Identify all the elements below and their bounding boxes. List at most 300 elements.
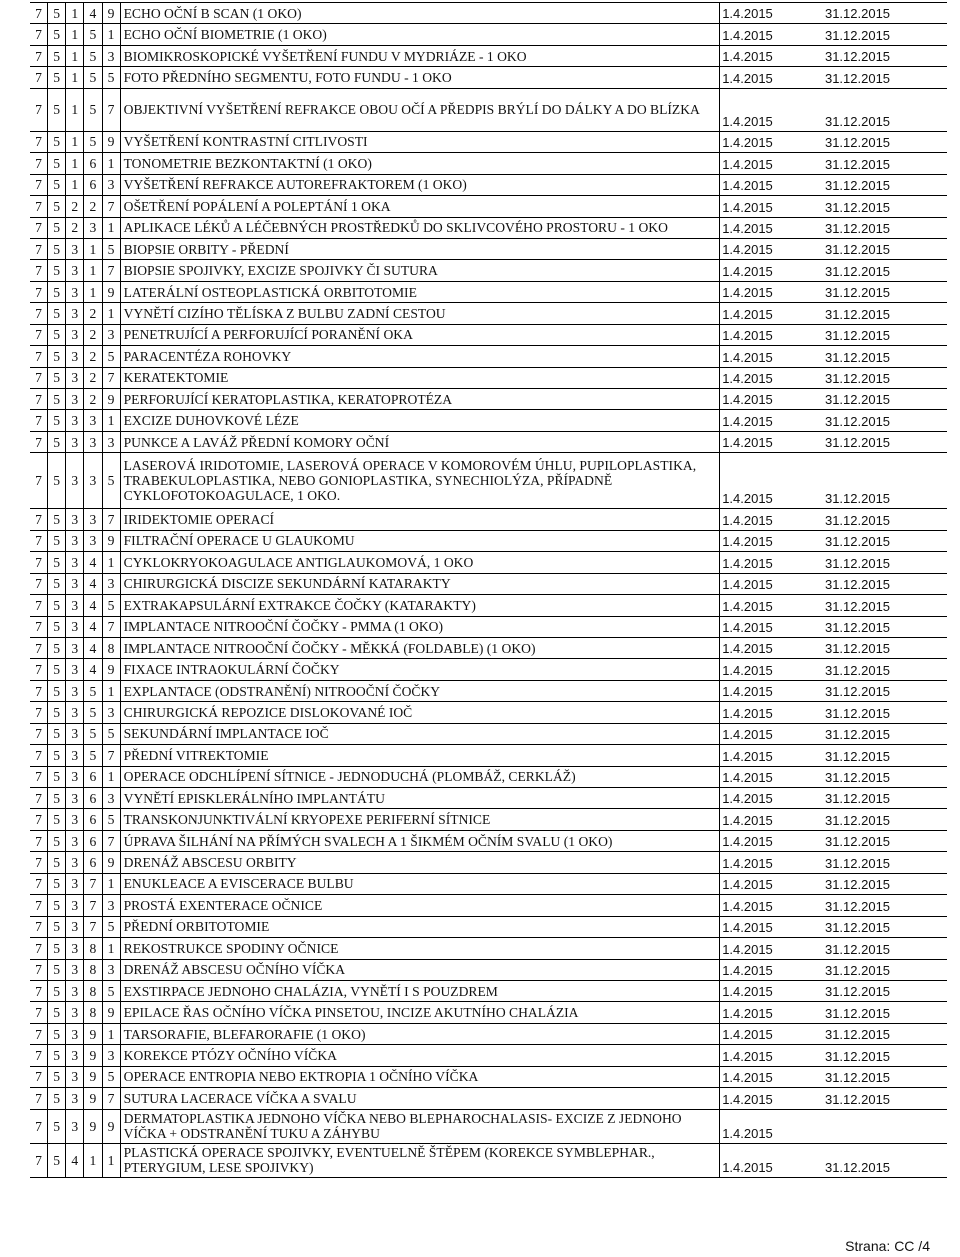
table-row [30, 1023, 947, 1044]
valid-to: 31.12.2015 [824, 920, 891, 936]
procedure-name: APLIKACE LÉKŮ A LÉČEBNÝCH PROSTŘEDKŮ DO SKLIVCOVÉHO PROSTORU - 1 OKO [120, 217, 720, 238]
valid-to: 31.12.2015 [824, 135, 891, 151]
code-digit: 7 [30, 680, 48, 701]
table-row [30, 217, 947, 238]
code-digit: 5 [48, 702, 66, 723]
code-digit: 3 [102, 174, 120, 195]
valid-to: 31.12.2015 [824, 306, 891, 322]
procedure-name: PARACENTÉZA ROHOVKY [120, 346, 720, 367]
table-row [30, 324, 947, 345]
code-digit: 9 [102, 659, 120, 680]
code-digit: 7 [30, 281, 48, 302]
code-digit: 7 [30, 174, 48, 195]
table-row [30, 573, 947, 594]
code-digit: 6 [84, 788, 102, 809]
table-row [30, 1143, 947, 1177]
code-digit: 3 [66, 938, 84, 959]
valid-to: 31.12.2015 [824, 534, 891, 550]
procedure-name: IRIDEKTOMIE OPERACÍ [120, 509, 720, 530]
valid-from: 1.4.2015 [722, 962, 773, 978]
valid-to: 31.12.2015 [824, 641, 891, 657]
valid-from: 1.4.2015 [722, 49, 773, 65]
code-digit: 7 [30, 1023, 48, 1044]
valid-to: 31.12.2015 [824, 512, 891, 528]
table-row [30, 766, 947, 787]
valid-to: 31.12.2015 [824, 619, 891, 635]
code-digit: 1 [102, 1143, 120, 1177]
table-row [30, 1045, 947, 1066]
code-digit: 4 [84, 552, 102, 573]
code-digit: 5 [48, 88, 66, 131]
procedure-name: PROSTÁ EXENTERACE OČNICE [120, 895, 720, 916]
code-digit: 3 [102, 788, 120, 809]
valid-to: 31.12.2015 [824, 6, 891, 22]
code-digit: 7 [30, 431, 48, 452]
valid-to: 31.12.2015 [824, 834, 891, 850]
code-digit: 7 [84, 916, 102, 937]
code-digit: 7 [102, 196, 120, 217]
code-digit: 4 [84, 616, 102, 637]
code-digit: 8 [102, 637, 120, 658]
code-digit: 6 [84, 174, 102, 195]
code-digit: 3 [66, 702, 84, 723]
valid-from: 1.4.2015 [722, 577, 773, 593]
valid-to: 31.12.2015 [824, 748, 891, 764]
code-digit: 3 [66, 852, 84, 873]
code-digit: 5 [48, 217, 66, 238]
procedure-name: VYŠETŘENÍ KONTRASTNÍ CITLIVOSTI [120, 131, 720, 152]
table-row [30, 367, 947, 388]
code-digit: 5 [102, 1066, 120, 1087]
code-digit: 7 [30, 788, 48, 809]
procedure-name: ENUKLEACE A EVISCERACE BULBU [120, 873, 720, 894]
code-digit: 7 [30, 196, 48, 217]
code-digit: 9 [102, 1109, 120, 1143]
valid-from: 1.4.2015 [722, 770, 773, 785]
valid-to: 31.12.2015 [824, 220, 891, 236]
code-digit: 1 [84, 1143, 102, 1177]
procedure-name: PENETRUJÍCÍ A PERFORUJÍCÍ PORANĚNÍ OKA [120, 324, 720, 345]
code-digit: 5 [48, 1023, 66, 1044]
code-digit: 1 [66, 174, 84, 195]
code-digit: 5 [102, 980, 120, 1001]
procedure-name: OPERACE ENTROPIA NEBO EKTROPIA 1 OČNÍHO VÍČKA [120, 1066, 720, 1087]
code-digit: 5 [84, 723, 102, 744]
valid-from: 1.4.2015 [722, 1027, 773, 1043]
valid-from: 1.4.2015 [722, 984, 773, 1000]
code-digit: 5 [84, 88, 102, 131]
procedure-name: PŘEDNÍ VITREKTOMIE [120, 745, 720, 766]
valid-from: 1.4.2015 [722, 349, 773, 365]
valid-from: 1.4.2015 [722, 413, 773, 429]
code-digit: 7 [102, 830, 120, 851]
procedure-name: SEKUNDÁRNÍ IMPLANTACE IOČ [120, 723, 720, 744]
valid-from: 1.4.2015 [722, 220, 773, 236]
valid-from: 1.4.2015 [722, 727, 773, 743]
procedure-name: KOREKCE PTÓZY OČNÍHO VÍČKA [120, 1045, 720, 1066]
code-digit: 7 [30, 616, 48, 637]
code-digit: 5 [48, 367, 66, 388]
code-digit: 5 [48, 745, 66, 766]
valid-from: 1.4.2015 [722, 27, 773, 43]
code-digit: 3 [66, 509, 84, 530]
valid-from: 1.4.2015 [722, 70, 773, 86]
valid-from: 1.4.2015 [722, 598, 773, 614]
code-digit: 3 [102, 702, 120, 723]
code-digit: 1 [66, 45, 84, 66]
valid-to: 31.12.2015 [824, 1159, 891, 1175]
code-digit: 2 [84, 346, 102, 367]
procedure-name: LASEROVÁ IRIDOTOMIE, LASEROVÁ OPERACE V KOMOROVÉM ÚHLU, PUPILOPLASTIKA, TRABEKULOPLASTIKA, NEBO GONIOPLASTIKA, SYNECHIOLÝZA, PŘÍPADNĚ CYKLOFOTOKOAGULACE, 1 OKO. [120, 453, 720, 509]
table-row [30, 281, 947, 302]
code-digit: 3 [66, 637, 84, 658]
table-row [30, 260, 947, 281]
procedure-name: IMPLANTACE NITROOČNÍ ČOČKY - MĚKKÁ (FOLDABLE) (1 OKO) [120, 637, 720, 658]
procedure-name: FOTO PŘEDNÍHO SEGMENTU, FOTO FUNDU - 1 OKO [120, 67, 720, 88]
code-digit: 8 [84, 1002, 102, 1023]
valid-from: 1.4.2015 [722, 135, 773, 151]
code-digit: 7 [30, 260, 48, 281]
code-digit: 3 [102, 45, 120, 66]
code-digit: 5 [48, 788, 66, 809]
valid-to: 31.12.2015 [824, 705, 891, 721]
procedure-name: PERFORUJÍCÍ KERATOPLASTIKA, KERATOPROTÉZA [120, 389, 720, 410]
procedure-name: CHIRURGICKÁ DISCIZE SEKUNDÁRNÍ KATARAKTY [120, 573, 720, 594]
procedure-name: FIXACE INTRAOKULÁRNÍ ČOČKY [120, 659, 720, 680]
valid-from: 1.4.2015 [722, 898, 773, 914]
procedure-name: PLASTICKÁ OPERACE SPOJIVKY, EVENTUELNĚ ŠTĚPEM (KOREKCE SYMBLEPHAR., PTERYGIUM, LESE SPOJIVKY) [120, 1143, 720, 1177]
valid-to: 31.12.2015 [824, 27, 891, 43]
valid-to: 31.12.2015 [824, 113, 891, 129]
code-digit: 3 [66, 595, 84, 616]
code-digit: 5 [48, 595, 66, 616]
code-digit: 1 [84, 281, 102, 302]
code-digit: 7 [30, 852, 48, 873]
procedure-name: BIOPSIE ORBITY - PŘEDNÍ [120, 238, 720, 259]
valid-to: 31.12.2015 [824, 49, 891, 65]
code-digit: 3 [66, 1023, 84, 1044]
code-digit: 1 [102, 873, 120, 894]
code-digit: 5 [48, 895, 66, 916]
code-digit: 7 [30, 1045, 48, 1066]
code-digit: 3 [66, 980, 84, 1001]
code-digit: 4 [84, 659, 102, 680]
code-digit: 1 [102, 24, 120, 45]
page-footer: Strana: CC /4 [845, 1238, 930, 1254]
procedure-name: EXTRAKAPSULÁRNÍ EXTRAKCE ČOČKY (KATARAKTY) [120, 595, 720, 616]
code-digit: 3 [66, 680, 84, 701]
valid-to: 31.12.2015 [824, 984, 891, 1000]
code-digit: 3 [66, 1088, 84, 1109]
valid-to: 31.12.2015 [824, 413, 891, 429]
valid-from: 1.4.2015 [722, 199, 773, 215]
code-digit: 3 [84, 217, 102, 238]
code-digit: 7 [30, 410, 48, 431]
code-digit: 3 [66, 830, 84, 851]
table-row [30, 431, 947, 452]
code-digit: 3 [84, 530, 102, 551]
table-row [30, 852, 947, 873]
table-row [30, 1109, 947, 1143]
code-digit: 9 [84, 1088, 102, 1109]
procedure-name: BIOPSIE SPOJIVKY, EXCIZE SPOJIVKY ČI SUTURA [120, 260, 720, 281]
code-digit: 7 [30, 367, 48, 388]
code-digit: 7 [30, 659, 48, 680]
procedure-name: KERATEKTOMIE [120, 367, 720, 388]
code-digit: 3 [66, 552, 84, 573]
table-row [30, 980, 947, 1001]
code-digit: 5 [48, 573, 66, 594]
code-digit: 7 [30, 723, 48, 744]
code-digit: 5 [48, 1088, 66, 1109]
code-digit: 5 [102, 67, 120, 88]
table-row [30, 959, 947, 980]
valid-from: 1.4.2015 [722, 705, 773, 721]
code-digit: 5 [48, 431, 66, 452]
valid-to: 31.12.2015 [824, 242, 891, 258]
valid-to: 31.12.2015 [824, 178, 891, 194]
code-digit: 2 [66, 217, 84, 238]
code-digit: 3 [66, 809, 84, 830]
table-row [30, 595, 947, 616]
procedure-table [30, 2, 947, 1178]
code-digit: 5 [48, 453, 66, 509]
table-row [30, 530, 947, 551]
code-digit: 2 [66, 196, 84, 217]
code-digit: 2 [84, 303, 102, 324]
table-row [30, 680, 947, 701]
table-row [30, 153, 947, 174]
code-digit: 5 [48, 174, 66, 195]
code-digit: 3 [66, 1066, 84, 1087]
code-digit: 3 [66, 431, 84, 452]
code-digit: 7 [30, 895, 48, 916]
code-digit: 7 [30, 88, 48, 131]
code-digit: 9 [84, 1045, 102, 1066]
procedure-name: FILTRAČNÍ OPERACE U GLAUKOMU [120, 530, 720, 551]
table-row [30, 1002, 947, 1023]
valid-to: 31.12.2015 [824, 962, 891, 978]
table-row [30, 616, 947, 637]
valid-from: 1.4.2015 [722, 920, 773, 936]
code-digit: 5 [84, 745, 102, 766]
table-row [30, 174, 947, 195]
code-digit: 3 [66, 346, 84, 367]
code-digit: 3 [102, 573, 120, 594]
valid-from: 1.4.2015 [722, 619, 773, 635]
code-digit: 1 [66, 88, 84, 131]
valid-from: 1.4.2015 [722, 371, 773, 386]
code-digit: 1 [84, 238, 102, 259]
code-digit: 1 [102, 552, 120, 573]
code-digit: 5 [102, 238, 120, 259]
code-digit: 8 [84, 959, 102, 980]
code-digit: 5 [102, 595, 120, 616]
code-digit: 7 [30, 324, 48, 345]
code-digit: 9 [84, 1109, 102, 1143]
code-digit: 5 [102, 723, 120, 744]
procedure-name: EXPLANTACE (ODSTRANĚNÍ) NITROOČNÍ ČOČKY [120, 680, 720, 701]
code-digit: 5 [48, 324, 66, 345]
code-digit: 5 [48, 938, 66, 959]
valid-from: 1.4.2015 [722, 392, 773, 408]
procedure-name: ECHO OČNÍ B SCAN (1 OKO) [120, 3, 720, 24]
code-digit: 1 [102, 938, 120, 959]
procedure-name: IMPLANTACE NITROOČNÍ ČOČKY - PMMA (1 OKO) [120, 616, 720, 637]
procedure-name: CYKLOKRYOKOAGULACE ANTIGLAUKOMOVÁ, 1 OKO [120, 552, 720, 573]
valid-from: 1.4.2015 [722, 512, 773, 528]
valid-from: 1.4.2015 [722, 662, 773, 678]
code-digit: 9 [84, 1066, 102, 1087]
valid-from: 1.4.2015 [722, 834, 773, 850]
code-digit: 5 [48, 980, 66, 1001]
table-row [30, 809, 947, 830]
code-digit: 3 [102, 1045, 120, 1066]
code-digit: 7 [30, 217, 48, 238]
code-digit: 9 [102, 1002, 120, 1023]
code-digit: 1 [102, 766, 120, 787]
code-digit: 6 [84, 852, 102, 873]
code-digit: 7 [30, 1088, 48, 1109]
code-digit: 5 [48, 3, 66, 24]
code-digit: 3 [66, 1002, 84, 1023]
code-digit: 7 [30, 595, 48, 616]
code-digit: 5 [48, 346, 66, 367]
valid-from: 1.4.2015 [722, 156, 773, 172]
code-digit: 7 [30, 509, 48, 530]
valid-to: 31.12.2015 [824, 1005, 891, 1021]
table-row [30, 659, 947, 680]
code-digit: 3 [66, 303, 84, 324]
procedure-name: OPERACE ODCHLÍPENÍ SÍTNICE - JEDNODUCHÁ (PLOMBÁŽ, CERKLÁŽ) [120, 766, 720, 787]
code-digit: 5 [48, 723, 66, 744]
table-row [30, 552, 947, 573]
table-row [30, 24, 947, 45]
valid-to: 31.12.2015 [824, 328, 891, 344]
code-digit: 5 [84, 680, 102, 701]
code-digit: 4 [84, 637, 102, 658]
code-digit: 9 [102, 131, 120, 152]
code-digit: 5 [48, 637, 66, 658]
code-digit: 7 [30, 45, 48, 66]
table-row [30, 938, 947, 959]
procedure-name: OBJEKTIVNÍ VYŠETŘENÍ REFRAKCE OBOU OČÍ A PŘEDPIS BRÝLÍ DO DÁLKY A DO BLÍZKA [120, 88, 720, 131]
code-digit: 1 [66, 3, 84, 24]
valid-to: 31.12.2015 [824, 1048, 891, 1064]
code-digit: 7 [30, 959, 48, 980]
code-digit: 7 [30, 346, 48, 367]
code-digit: 3 [66, 260, 84, 281]
table-row [30, 1066, 947, 1087]
code-digit: 4 [84, 3, 102, 24]
code-digit: 1 [102, 303, 120, 324]
valid-from: 1.4.2015 [722, 877, 773, 893]
code-digit: 2 [84, 324, 102, 345]
code-digit: 9 [84, 1023, 102, 1044]
procedure-name: OŠETŘENÍ POPÁLENÍ A POLEPTÁNÍ 1 OKA [120, 196, 720, 217]
code-digit: 5 [102, 346, 120, 367]
code-digit: 2 [84, 389, 102, 410]
code-digit: 5 [84, 131, 102, 152]
valid-to [823, 1109, 947, 1143]
code-digit: 7 [30, 153, 48, 174]
code-digit: 7 [30, 745, 48, 766]
code-digit: 3 [66, 453, 84, 509]
table-row [30, 45, 947, 66]
valid-to: 31.12.2015 [824, 770, 891, 785]
code-digit: 5 [102, 453, 120, 509]
procedure-name: LATERÁLNÍ OSTEOPLASTICKÁ ORBITOTOMIE [120, 281, 720, 302]
code-digit: 7 [30, 637, 48, 658]
valid-to: 31.12.2015 [824, 1091, 891, 1107]
code-digit: 7 [102, 745, 120, 766]
valid-to: 31.12.2015 [824, 371, 891, 386]
code-digit: 5 [48, 196, 66, 217]
code-digit: 7 [30, 1143, 48, 1177]
procedure-name: VYŠETŘENÍ REFRAKCE AUTOREFRAKTOREM (1 OKO) [120, 174, 720, 195]
procedure-name: EXCIZE DUHOVKOVÉ LÉZE [120, 410, 720, 431]
valid-to: 31.12.2015 [824, 598, 891, 614]
valid-from: 1.4.2015 [722, 555, 773, 571]
code-digit: 1 [66, 153, 84, 174]
code-digit: 5 [48, 916, 66, 937]
table-row [30, 303, 947, 324]
code-digit: 7 [30, 24, 48, 45]
code-digit: 9 [102, 3, 120, 24]
code-digit: 5 [48, 659, 66, 680]
procedure-name: PŘEDNÍ ORBITOTOMIE [120, 916, 720, 937]
code-digit: 6 [84, 809, 102, 830]
valid-to: 31.12.2015 [824, 877, 891, 893]
code-digit: 3 [66, 281, 84, 302]
code-digit: 9 [102, 281, 120, 302]
code-digit: 9 [102, 389, 120, 410]
procedure-name: TONOMETRIE BEZKONTAKTNÍ (1 OKO) [120, 153, 720, 174]
code-digit: 5 [48, 873, 66, 894]
code-digit: 3 [66, 1109, 84, 1143]
valid-from: 1.4.2015 [722, 178, 773, 194]
code-digit: 9 [102, 530, 120, 551]
code-digit: 7 [102, 1088, 120, 1109]
code-digit: 5 [48, 389, 66, 410]
procedure-name: ECHO OČNÍ BIOMETRIE (1 OKO) [120, 24, 720, 45]
code-digit: 5 [48, 153, 66, 174]
procedure-name: DERMATOPLASTIKA JEDNOHO VÍČKA NEBO BLEPHAROCHALASIS- EXCIZE Z JEDNOHO VÍČKA + ODSTRANĚNÍ TUKU A ZÁHYBU [120, 1109, 720, 1143]
code-digit: 5 [48, 830, 66, 851]
table-row [30, 346, 947, 367]
valid-from: 1.4.2015 [722, 941, 773, 957]
code-digit: 3 [84, 453, 102, 509]
valid-from: 1.4.2015 [722, 6, 773, 22]
valid-to: 31.12.2015 [824, 1070, 891, 1086]
code-digit: 3 [66, 389, 84, 410]
valid-from: 1.4.2015 [722, 263, 773, 279]
table-row [30, 702, 947, 723]
code-digit: 7 [30, 980, 48, 1001]
procedure-name: SUTURA LACERACE VÍČKA A SVALU [120, 1088, 720, 1109]
code-digit: 3 [66, 238, 84, 259]
code-digit: 3 [102, 324, 120, 345]
procedure-name: VYNĚTÍ EPISKLERÁLNÍHO IMPLANTÁTU [120, 788, 720, 809]
valid-from: 1.4.2015 [722, 1159, 773, 1175]
procedure-name: CHIRURGICKÁ REPOZICE DISLOKOVANÉ IOČ [120, 702, 720, 723]
valid-from: 1.4.2015 [722, 1091, 773, 1107]
code-digit: 3 [66, 1045, 84, 1066]
valid-to: 31.12.2015 [824, 349, 891, 365]
code-digit: 7 [102, 260, 120, 281]
code-digit: 7 [30, 1109, 48, 1143]
code-digit: 3 [66, 573, 84, 594]
